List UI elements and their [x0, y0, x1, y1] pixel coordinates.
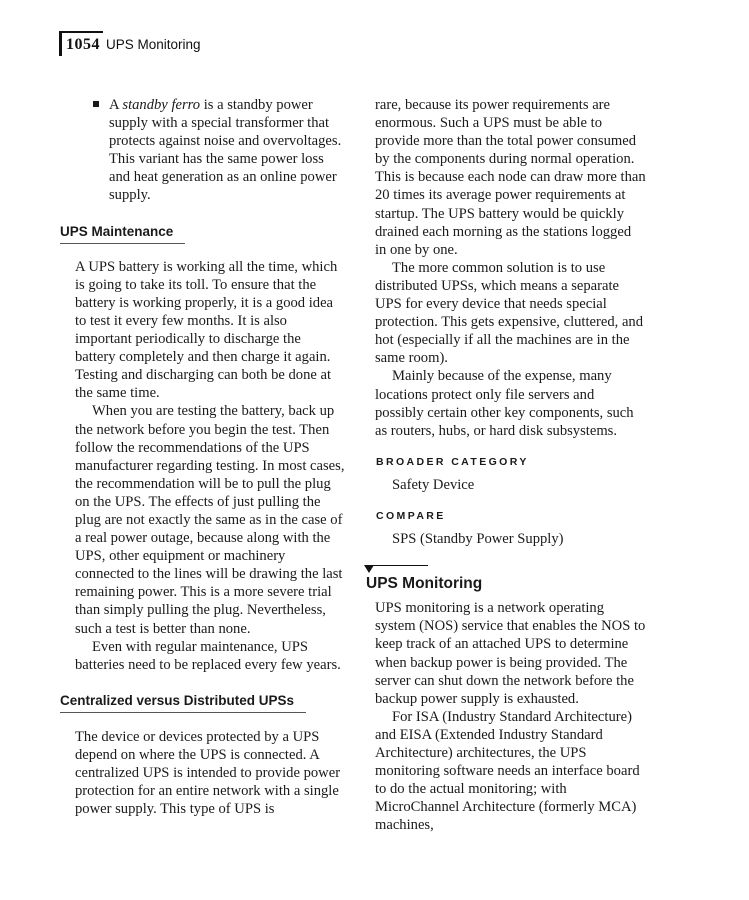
page-number: 1054 — [66, 36, 100, 53]
emphasis-term: standby ferro — [122, 97, 201, 113]
paragraph: Mainly because of the expense, many locations protect only file servers and possibly certain other key components, such as routers, hubs, or hard disk subsystems. — [375, 368, 634, 439]
section-heading-maintenance: UPS Maintenance — [60, 223, 185, 244]
section-heading-centralized: Centralized versus Distributed UPSs — [60, 692, 306, 713]
right-column — [364, 96, 646, 834]
paragraph: Even with regular maintenance, UPS batteries need to be replaced every few years. — [75, 638, 341, 673]
paragraph: A UPS battery is working all the time, which is going to take its toll. To ensure that the battery is working properly, it is a good idea to test it every few months. It is also important periodically to discharge the battery completely and then charge it again. Testing and discharging can both be done at the same time. — [75, 258, 338, 402]
compare-value: SPS (Standby Power Supply) — [392, 531, 564, 548]
entry-rule — [372, 565, 428, 566]
paragraph: The more common solution is to use distributed UPSs, which means a separate UPS for every device that needs special protection. This gets expensive, cluttered, and hot (especially if all the machines are in the same room). — [375, 259, 644, 367]
paragraph: UPS monitoring is a network operating system (NOS) service that enables the NOS to keep track of an attached UPS to determine when backup power is being provided. The server can shut down the network before the backup power supply is exhausted. — [375, 600, 646, 707]
paragraph: The device or devices protected by a UPS depend on where the UPS is connected. A centralized UPS is intended to provide power protection for an entire network with a single power supply. This type of UPS is — [75, 728, 341, 818]
paragraph: When you are testing the battery, back up the network before you begin the test. Then follow the recommendations of the UPS manufacturer regarding testing. In most cases, the recommendation will be to pull the plug on the UPS. The effects of just pulling the plug are not exactly the same as in the case of a real power outage, because along with the UPS, other equipment or machinery connected to the lines will be drawing the last remaining power. This is a more severe trial than simply pulling the plug. Nevertheless, such a test is better than none. — [75, 403, 345, 637]
broader-category-label: BROADER CATEGORY — [376, 455, 529, 468]
bullet-square-icon — [93, 101, 99, 107]
compare-label: COMPARE — [376, 509, 446, 522]
entry-title: UPS Monitoring — [366, 575, 483, 593]
entry-marker — [364, 565, 646, 575]
header-rule-vertical — [59, 31, 62, 56]
triangle-marker-icon — [364, 565, 374, 573]
running-header — [66, 36, 201, 54]
section-heading-wrapper — [60, 692, 345, 713]
paragraph: For ISA (Industry Standard Architecture) and EISA (Extended Industry Standard Architecture) architectures, the UPS monitoring software needs an interface board to do the actual monitoring; with MicroChannel Architecture (formerly MCA) machines, — [375, 708, 640, 834]
running-title: UPS Monitoring — [106, 37, 201, 52]
section-heading-wrapper — [60, 223, 345, 244]
left-column — [60, 96, 345, 818]
bullet-item — [60, 96, 345, 205]
paragraph: rare, because its power requirements are enormous. Such a UPS must be able to provide more than the total power consumed by the components during normal operation. This is because each node can draw more than 20 times its average power requirements at startup. The UPS battery would be quickly drained each morning as the stations logged in one by one. — [375, 97, 646, 258]
header-rule-horizontal — [59, 31, 103, 33]
broader-category-value: Safety Device — [392, 476, 475, 493]
bullet-text: A standby ferro is a standby power supply with a special transformer that protects against noise and overvoltages. This variant has the same power loss and heat generation as an online power supply. — [109, 97, 342, 204]
